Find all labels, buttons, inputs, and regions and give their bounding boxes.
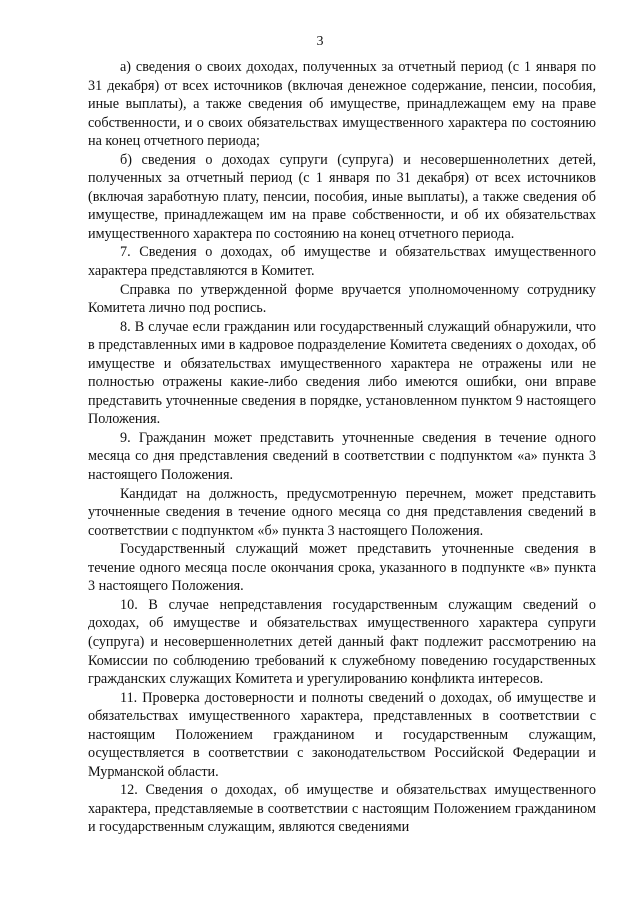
paragraph-8-corrections: 8. В случае если гражданин или государственный служащий обнаружили, что в представленных ими в кадровое подразделение Комитета сведениях о доходах, об имуществе и обязательствах имущественного характера не отражены или не полностью отражены какие-либо сведения либо имеются ошибки, они вправе представить уточненные сведения в порядке, установленном пунктом 9 настоящего Положения. [88,318,596,428]
paragraph-b-family-income: б) сведения о доходах супруги (супруга) и несовершеннолетних детей, полученных за отчетный период (с 1 января по 31 декабря) от всех источников (включая заработную плату, пенсии, пособия, иные выплаты), а также сведения об имуществе, принадлежащем им на праве собственности, и об их обязательствах имущественного характера по состоянию на конец отчетного периода. [88,151,596,242]
paragraph-12-confidentiality: 12. Сведения о доходах, об имуществе и обязательствах имущественного характера, представляемые в соответствии с настоящим Положением гражданином и государственным служащим, являются сведениями [88,782,596,836]
paragraph-servant-update: Государственный служащий может представить уточненные сведения в течение одного месяца после окончания срока, указанного в подпункте «в» пункта 3 настоящего Положения. [88,541,596,595]
paragraph-11-verification: 11. Проверка достоверности и полноты сведений о доходах, об имуществе и обязательствах имущественного характера, представленных в соответствии с настоящим Положением гражданином и государственным служащим, осуществляется в соответствии с законодательством Российской Федерации и Мурманской области. [88,689,596,780]
paragraph-form-handover: Справка по утвержденной форме вручается уполномоченному сотруднику Комитета лично под роспись. [88,281,596,317]
paragraph-10-non-submission: 10. В случае непредставления государственным служащим сведений о доходах, об имуществе и обязательствах имущественного характера супруги (супруга) и несовершеннолетних детей данный факт подлежит рассмотрению на Комиссии по соблюдению требований к служебному поведению государственных гражданских служащих Комитета и урегулированию конфликта интересов. [88,596,596,688]
paragraph-a-own-income: а) сведения о своих доходах, полученных за отчетный период (с 1 января по 31 декабря) от всех источников (включая денежное содержание, пенсии, пособия, иные выплаты), а также сведения об имуществе, принадлежащем ему на праве собственности, и о своих обязательствах имущественного характера по состоянию на конец отчетного периода; [88,59,596,150]
paragraph-7-submission: 7. Сведения о доходах, об имуществе и обязательствах имущественного характера представляются в Комитет. [88,244,596,280]
paragraph-candidate-update: Кандидат на должность, предусмотренную перечнем, может представить уточненные сведения в течение одного месяца со дня представления сведений в соответствии с подпунктом «б» пункта 3 настоящего Положения. [88,485,596,539]
document-body [88,58,596,837]
paragraph-9-citizen-update: 9. Гражданин может представить уточненные сведения в течение одного месяца со дня представления сведений в соответствии с подпунктом «а» пункта 3 настоящего Положения. [88,429,596,484]
page-number: 3 [316,34,324,49]
